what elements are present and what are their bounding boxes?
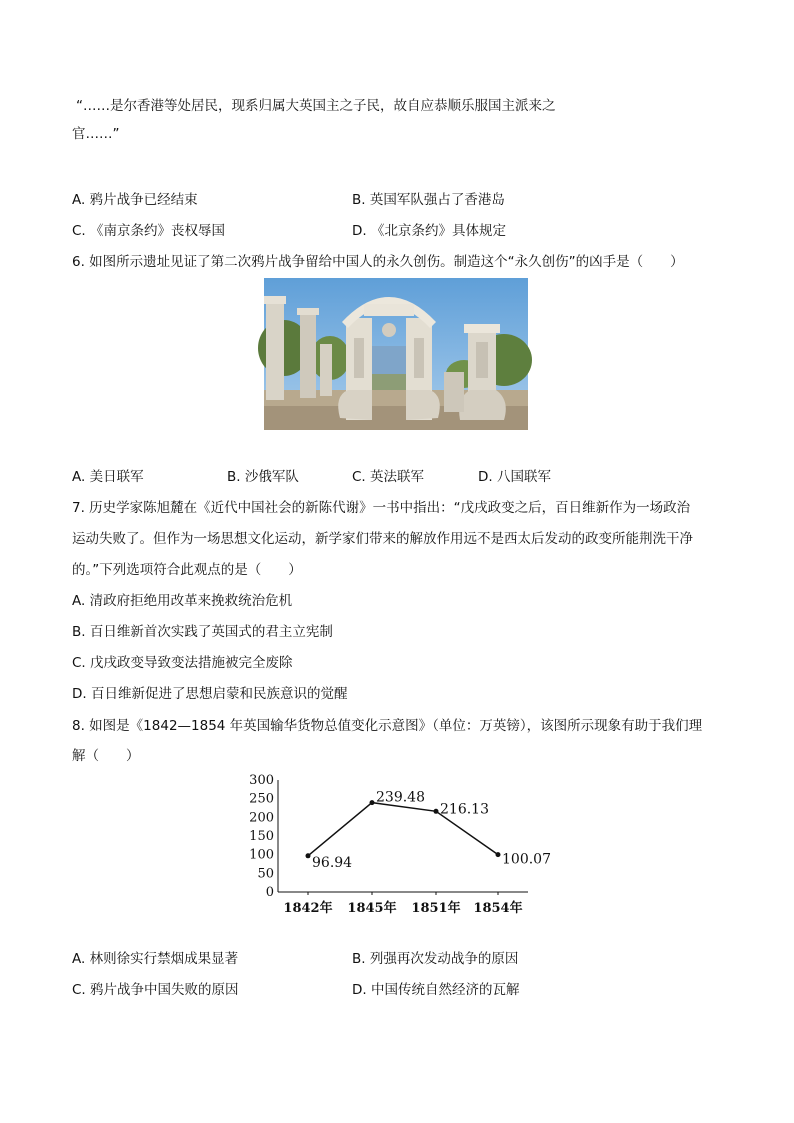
q6-option-b: B. 沙俄军队 — [227, 469, 299, 485]
q7-option-d: D. 百日维新促进了思想启蒙和民族意识的觉醒 — [72, 686, 348, 702]
q8-option-c: C. 鸦片战争中国失败的原因 — [72, 982, 239, 998]
data-label: 216.13 — [440, 801, 489, 818]
x-tick-label: 1842年 — [283, 901, 333, 916]
q8-line2: 解（ ） — [72, 748, 140, 764]
q7-line2: 运动失败了。但作为一场思想文化运动，新学家们带来的解放作用远不是西太后发动的政变所能荆洗干净 — [72, 531, 693, 547]
y-axis-tick-labels — [249, 773, 274, 900]
q7-option-a: A. 清政府拒绝用改革来挽救统治危机 — [72, 593, 293, 609]
yuanmingyuan-ruins-photo — [264, 278, 528, 430]
data-label: 96.94 — [312, 854, 353, 871]
data-point — [434, 809, 439, 814]
q7-option-b: B. 百日维新首次实践了英国式的君主立宪制 — [72, 624, 333, 640]
q5-option-d: D. 《北京条约》具体规定 — [352, 223, 506, 239]
x-tick-label: 1845年 — [347, 901, 397, 916]
data-point — [496, 852, 501, 857]
data-label: 100.07 — [502, 851, 551, 868]
export-value-line-chart — [240, 768, 551, 918]
y-tick-label: 100 — [249, 847, 274, 863]
q5-quote-line2: 官……” — [72, 126, 120, 142]
q6-option-d: D. 八国联军 — [478, 469, 551, 485]
y-tick-label: 150 — [249, 829, 274, 844]
data-point — [306, 853, 311, 858]
data-labels — [312, 790, 551, 871]
y-tick-label: 50 — [257, 866, 274, 882]
data-point — [370, 800, 375, 805]
q7-option-c: C. 戊戌政变导致变法措施被完全废除 — [72, 655, 293, 671]
x-tick-label: 1851年 — [411, 901, 461, 916]
q7-line3: 的。”下列选项符合此观点的是（ ） — [72, 562, 302, 578]
q5-option-a: A. 鸦片战争已经结束 — [72, 192, 198, 208]
q5-option-b: B. 英国军队强占了香港岛 — [352, 192, 505, 208]
y-tick-label: 300 — [249, 773, 274, 788]
q6-option-a: A. 美日联军 — [72, 469, 144, 485]
q8-option-d: D. 中国传统自然经济的瓦解 — [352, 982, 520, 998]
q8-option-a: A. 林则徐实行禁烟成果显著 — [72, 951, 239, 967]
y-tick-label: 0 — [265, 885, 274, 900]
q7-line1: 7. 历史学家陈旭麓在《近代中国社会的新陈代谢》一书中指出：“戊戌政变之后，百日维新作为一场政治 — [72, 500, 691, 516]
q5-option-c: C. 《南京条约》丧权辱国 — [72, 223, 226, 239]
q6-option-c: C. 英法联军 — [352, 469, 425, 485]
x-axis-tick-labels — [283, 892, 522, 916]
q8-line1: 8. 如图是《1842—1854 年英国输华货物总值变化示意图》（单位：万英镑），该图所示现象有助于我们理 — [72, 718, 703, 734]
x-tick-label: 1854年 — [473, 901, 523, 916]
q6-stem: 6. 如图所示遗址见证了第二次鸦片战争留给中国人的永久创伤。制造这个“永久创伤”的凶手是（ ） — [72, 254, 684, 270]
y-tick-label: 250 — [249, 791, 274, 807]
q5-quote-line1: “……是尔香港等处居民，现系归属大英国主之子民，故自应恭顺乐服国主派来之 — [76, 98, 556, 114]
y-tick-label: 200 — [249, 810, 274, 826]
q8-option-b: B. 列强再次发动战争的原因 — [352, 951, 519, 967]
data-label: 239.48 — [376, 789, 425, 806]
